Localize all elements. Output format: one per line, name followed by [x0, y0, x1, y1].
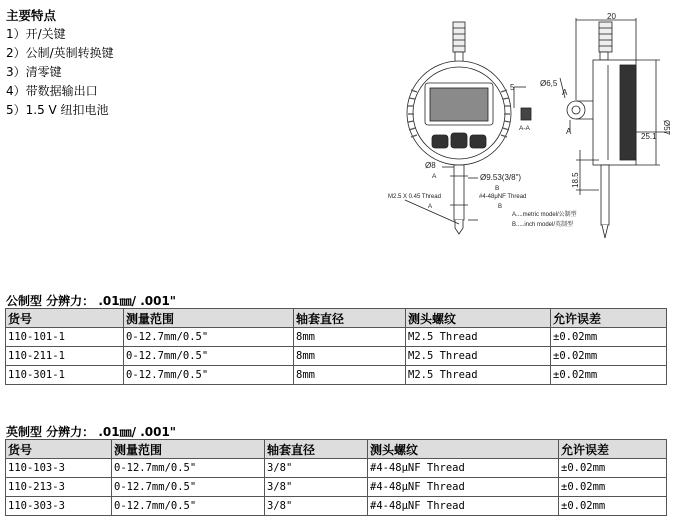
dim-phi57: Ø57 [662, 120, 671, 136]
metric-title [6, 292, 176, 309]
front-cap [453, 22, 465, 52]
label-b: B [498, 204, 503, 210]
cell: M2.5 Thread [406, 366, 551, 385]
label-a: A [428, 204, 433, 210]
label-a: A [432, 173, 437, 180]
label-a: A [566, 127, 572, 136]
features-list [6, 6, 114, 120]
cell: 0-12.7mm/0.5" [124, 347, 294, 366]
feature-item: 1）开/关键 [6, 27, 66, 41]
cell: M2.5 Thread [406, 347, 551, 366]
section-aa-icon [521, 108, 531, 120]
cell: 3/8" [265, 497, 368, 516]
cell: #4-48μNF Thread [368, 497, 559, 516]
col-header: 测量范围 [124, 309, 294, 328]
features-title: 主要特点 [6, 8, 57, 23]
thread-metric: M2.5 X 0.45 Thread [388, 194, 441, 200]
button-icon [470, 135, 486, 148]
inch-resolution: .01㎜/ .001" [98, 425, 177, 439]
feature-item: 2）公制/英制转换键 [6, 46, 114, 60]
thread-inch: #4-48μNF Thread [479, 194, 527, 200]
legend-inch: B.....inch model/英制型 [512, 222, 574, 228]
cell: ±0.02mm [551, 366, 667, 385]
col-header: 货号 [6, 440, 112, 459]
inch-title-label: 英制型 分辨力： [6, 425, 95, 439]
cell: ±0.02mm [559, 459, 667, 478]
cell: 8mm [294, 347, 406, 366]
col-header: 允许误差 [559, 440, 667, 459]
cell: ±0.02mm [551, 328, 667, 347]
table-row [6, 366, 667, 385]
cell: 0-12.7mm/0.5" [112, 497, 265, 516]
cell: 8mm [294, 328, 406, 347]
legend-metric: A....metric model/公制型 [512, 212, 577, 218]
inch-table [5, 439, 667, 516]
cell: 0-12.7mm/0.5" [124, 366, 294, 385]
cell: 3/8" [265, 459, 368, 478]
cell: 110-211-1 [6, 347, 124, 366]
cell: #4-48μNF Thread [368, 478, 559, 497]
table-row [6, 478, 667, 497]
cell: 110-103-3 [6, 459, 112, 478]
col-header: 货号 [6, 309, 124, 328]
dim-251: 25.1 [641, 132, 657, 141]
table-row [6, 497, 667, 516]
col-header: 测量范围 [112, 440, 265, 459]
cell: ±0.02mm [551, 347, 667, 366]
table-row [6, 347, 667, 366]
cell: 3/8" [265, 478, 368, 497]
button-icon [432, 135, 448, 148]
dim-20: 20 [607, 12, 616, 21]
inch-title [6, 423, 176, 440]
metric-title-label: 公制型 分辨力： [6, 294, 95, 308]
cell: 110-213-3 [6, 478, 112, 497]
lcd-screen [430, 88, 488, 121]
dim-185: 18.5 [571, 172, 580, 188]
cell: 8mm [294, 366, 406, 385]
col-header: 轴套直径 [294, 309, 406, 328]
dim-phi65: Ø6,5 [540, 79, 558, 88]
cell: M2.5 Thread [406, 328, 551, 347]
dim-phi8: Ø8 [425, 161, 436, 170]
dim-5: 5 [510, 83, 515, 92]
table-row [6, 459, 667, 478]
dim-953: Ø9.53(3/8") [480, 173, 522, 182]
label-aa: A-A [519, 125, 530, 132]
col-header: 测头螺纹 [368, 440, 559, 459]
cell: 0-12.7mm/0.5" [112, 459, 265, 478]
table-row [6, 328, 667, 347]
cell: #4-48μNF Thread [368, 459, 559, 478]
front-stem [454, 165, 464, 220]
cell: 0-12.7mm/0.5" [124, 328, 294, 347]
cell: ±0.02mm [559, 478, 667, 497]
feature-item: 3）清零键 [6, 65, 62, 79]
label-a: A [562, 88, 568, 97]
side-cap [599, 22, 612, 52]
feature-item: 4）带数据输出口 [6, 84, 98, 98]
table-header-row [6, 440, 667, 459]
col-header: 允许误差 [551, 309, 667, 328]
cell: 110-303-3 [6, 497, 112, 516]
feature-item: 5）1.5 V 纽扣电池 [6, 103, 109, 117]
cell: 0-12.7mm/0.5" [112, 478, 265, 497]
metric-table [5, 308, 667, 385]
cell: 110-301-1 [6, 366, 124, 385]
cell: 110-101-1 [6, 328, 124, 347]
cell: ±0.02mm [559, 497, 667, 516]
label-b: B [495, 185, 500, 192]
col-header: 测头螺纹 [406, 309, 551, 328]
button-icon [451, 133, 467, 148]
table-header-row [6, 309, 667, 328]
col-header: 轴套直径 [265, 440, 368, 459]
metric-resolution: .01㎜/ .001" [98, 294, 177, 308]
indicator-drawing [380, 10, 670, 245]
